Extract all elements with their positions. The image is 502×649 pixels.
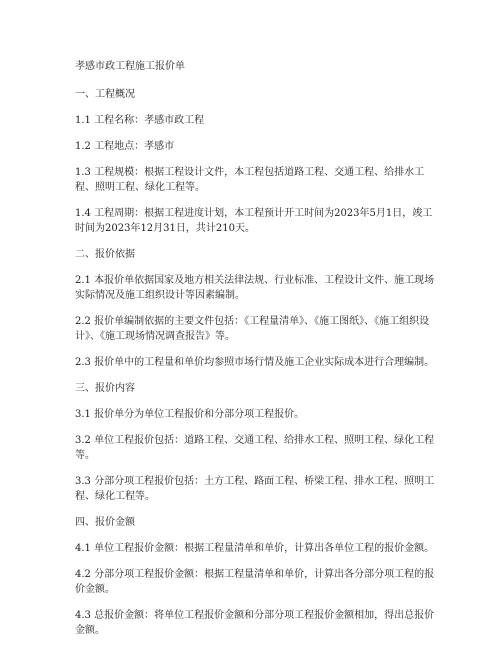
- paragraph-4-2: 4.2 分部分项工程报价金额：根据工程量清单和单价，计算出各分部分项工程的报价金额。: [75, 569, 435, 595]
- paragraph-1-4: 1.4 工程周期：根据工程进度计划，本工程预计开工时间为2023年5月1日，竣工时间为2023年12月31日，共计210天。: [75, 208, 433, 234]
- paragraph-2-3: 2.3 报价单中的工程量和单价均参照市场行情及施工企业实际成本进行合理编制。: [75, 357, 435, 368]
- paragraph-4-3: 4.3 总报价金额：将单位工程报价金额和分部分项工程报价金额相加，得出总报价金额。: [75, 610, 435, 636]
- section-heading-overview: 一、工程概况: [75, 89, 135, 100]
- paragraph-3-1: 3.1 报价单分为单位工程报价和分部分项工程报价。: [75, 409, 305, 420]
- paragraph-2-1: 2.1 本报价单依据国家及地方相关法律法规、行业标准、工程设计文件、施工现场实际情况及施工组织设计等因素编制。: [75, 275, 435, 301]
- paragraph-4-1: 4.1 单位工程报价金额：根据工程量清单和单价，计算出各单位工程的报价金额。: [75, 543, 435, 554]
- section-heading-amount: 四、报价金额: [75, 517, 135, 528]
- paragraph-1-3: 1.3 工程规模：根据工程设计文件，本工程包括道路工程、交通工程、给排水工程、照明工程、绿化工程等。: [75, 167, 425, 193]
- paragraph-1-1: 1.1 工程名称：孝感市政工程: [75, 115, 205, 126]
- document-title: 孝感市政工程施工报价单: [75, 61, 185, 72]
- paragraph-3-2: 3.2 单位工程报价包括：道路工程、交通工程、给排水工程、照明工程、绿化工程等。: [75, 435, 435, 461]
- section-heading-basis: 二、报价依据: [75, 249, 135, 260]
- paragraph-3-3: 3.3 分部分项工程报价包括：土方工程、路面工程、桥梁工程、排水工程、照明工程、绿化工程等。: [75, 476, 435, 502]
- document-body: [75, 87, 442, 638]
- section-heading-content: 三、报价内容: [75, 383, 135, 394]
- paragraph-1-2: 1.2 工程地点：孝感市: [75, 141, 175, 152]
- paragraph-2-2: 2.2 报价单编制依据的主要文件包括：《工程量清单》、《施工图纸》、《施工组织设计》、《施工现场情况调查报告》等。: [75, 316, 430, 342]
